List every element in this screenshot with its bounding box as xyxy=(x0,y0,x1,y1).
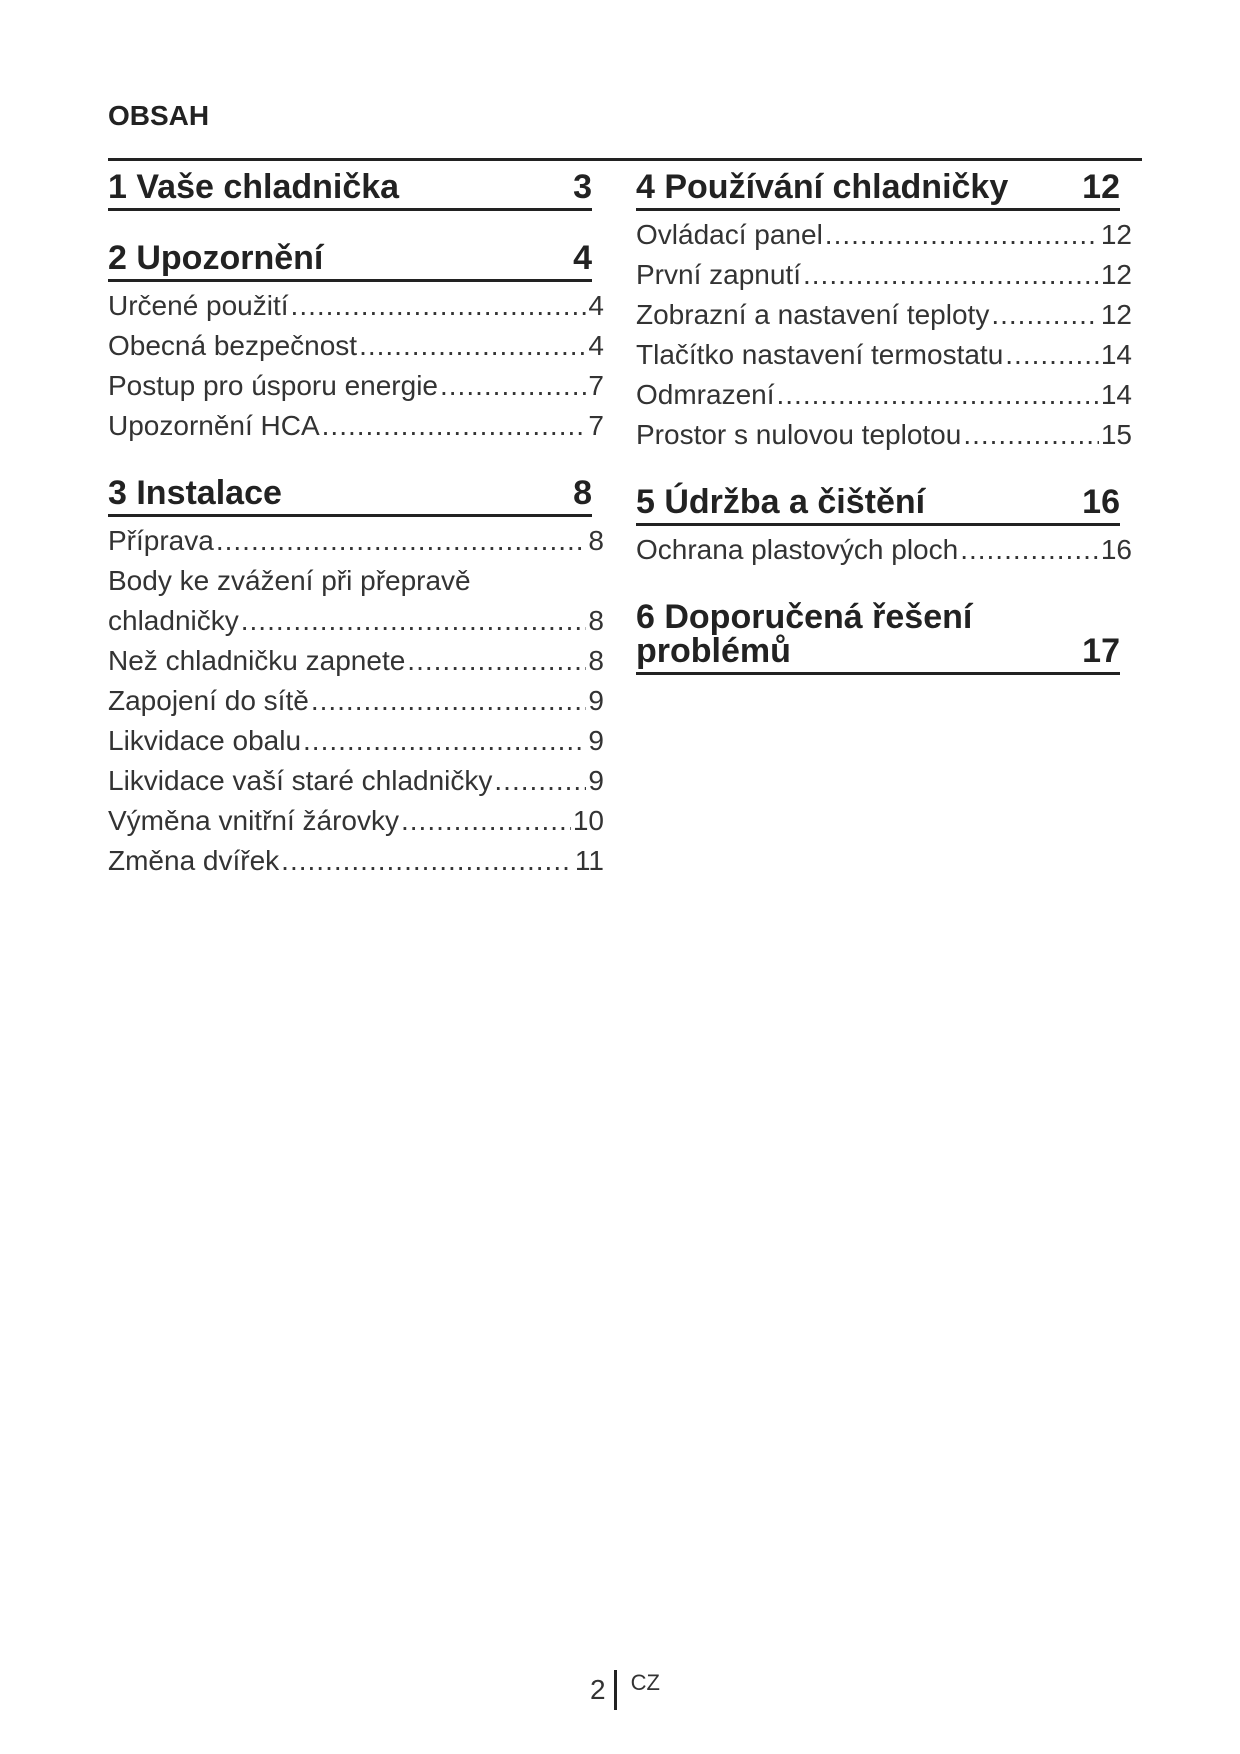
toc-section-3 xyxy=(108,468,604,881)
toc-entry[interactable] xyxy=(108,681,604,721)
dot-leader xyxy=(1005,335,1099,375)
toc-entry-multiline[interactable] xyxy=(108,561,604,641)
entry-label: Příprava xyxy=(108,525,214,556)
section-page: 3 xyxy=(573,168,592,206)
toc-entry[interactable] xyxy=(108,326,604,366)
toc-section-heading[interactable] xyxy=(636,592,1120,675)
dot-leader xyxy=(777,375,1099,415)
toc-section-heading[interactable] xyxy=(108,468,592,517)
top-divider xyxy=(108,158,1142,161)
toc-section-5 xyxy=(636,477,1132,570)
entry-label: Změna dvířek xyxy=(108,845,280,876)
toc-entry[interactable] xyxy=(636,295,1132,335)
page-footer xyxy=(590,1670,660,1710)
section-title-line2: problémů xyxy=(636,632,791,670)
toc-entry[interactable] xyxy=(636,335,1132,375)
toc-section-1 xyxy=(108,162,604,211)
entry-page: 4 xyxy=(588,290,604,321)
entry-page: 8 xyxy=(588,605,604,636)
entry-page: 16 xyxy=(1100,534,1132,565)
dot-leader xyxy=(963,415,1099,455)
entry-label: Likvidace vaší staré chladničky xyxy=(108,765,493,796)
entry-label: Upozornění HCA xyxy=(108,410,320,441)
toc-entry[interactable] xyxy=(108,286,604,326)
entry-page: 7 xyxy=(588,370,604,401)
entry-page: 12 xyxy=(1100,299,1132,330)
entry-label: Likvidace obalu xyxy=(108,725,302,756)
entry-label: Ovládací panel xyxy=(636,219,823,250)
entry-label: Zapojení do sítě xyxy=(108,685,309,716)
dot-leader xyxy=(322,406,587,446)
entry-label: Než chladničku zapnete xyxy=(108,645,406,676)
dot-leader xyxy=(401,801,571,841)
entry-label: Určené použití xyxy=(108,290,289,321)
section-page: 12 xyxy=(1082,168,1120,206)
toc-section-4 xyxy=(636,162,1132,455)
page-number: 2 xyxy=(590,1674,606,1705)
entry-page: 10 xyxy=(572,805,604,836)
entry-page: 8 xyxy=(588,525,604,556)
section-title: 4 Používání chladničky xyxy=(636,168,1009,206)
section-title: 5 Údržba a čištění xyxy=(636,483,926,521)
section-page: 4 xyxy=(573,239,592,277)
section-page: 17 xyxy=(1082,632,1120,670)
entry-page: 14 xyxy=(1100,339,1132,370)
dot-leader xyxy=(303,721,586,761)
toc-entry[interactable] xyxy=(108,721,604,761)
section-title-line1: 6 Doporučená řešení xyxy=(636,598,973,636)
dot-leader xyxy=(803,255,1099,295)
toc-section-6 xyxy=(636,592,1132,675)
entry-label: Postup pro úsporu energie xyxy=(108,370,438,401)
entry-label: Obecná bezpečnost xyxy=(108,330,358,361)
toc-entry[interactable] xyxy=(108,801,604,841)
entry-page: 8 xyxy=(588,645,604,676)
entry-page: 12 xyxy=(1100,259,1132,290)
toc-entry[interactable] xyxy=(108,406,604,446)
entry-page: 9 xyxy=(588,685,604,716)
toc-entry[interactable] xyxy=(636,530,1132,570)
toc-left-column xyxy=(108,162,604,903)
dot-leader xyxy=(494,761,586,801)
entry-label: Body ke zvážení při přepravě xyxy=(108,565,471,596)
toc-entry[interactable] xyxy=(108,366,604,406)
toc-entry-continuation xyxy=(108,601,604,641)
toc-entry[interactable] xyxy=(108,641,604,681)
entry-label-continued: chladničky xyxy=(108,605,239,636)
page-title: OBSAH xyxy=(108,100,210,131)
toc-section-2 xyxy=(108,233,604,446)
dot-leader xyxy=(311,681,587,721)
entry-label: Výměna vnitřní žárovky xyxy=(108,805,399,836)
dot-leader xyxy=(991,295,1099,335)
section-title: 3 Instalace xyxy=(108,474,282,512)
dot-leader xyxy=(291,286,587,326)
entry-label: Zobrazní a nastavení teploty xyxy=(636,299,990,330)
toc-entry[interactable] xyxy=(636,375,1132,415)
dot-leader xyxy=(407,641,586,681)
dot-leader xyxy=(440,366,586,406)
toc-entry[interactable] xyxy=(636,255,1132,295)
section-title: 1 Vaše chladnička xyxy=(108,168,400,206)
language-code: CZ xyxy=(630,1670,660,1695)
section-page: 16 xyxy=(1082,483,1120,521)
entry-page: 9 xyxy=(588,725,604,756)
entry-label: Ochrana plastových ploch xyxy=(636,534,959,565)
toc-entry[interactable] xyxy=(636,215,1132,255)
entry-label: Odmrazení xyxy=(636,379,775,410)
dot-leader xyxy=(216,521,587,561)
toc-section-heading[interactable] xyxy=(108,233,592,282)
entry-page: 11 xyxy=(574,845,604,876)
entry-label: První zapnutí xyxy=(636,259,801,290)
entry-label: Tlačítko nastavení termostatu xyxy=(636,339,1004,370)
entry-page: 7 xyxy=(588,410,604,441)
entry-page: 4 xyxy=(588,330,604,361)
dot-leader xyxy=(359,326,586,366)
entry-page: 14 xyxy=(1100,379,1132,410)
toc-entry[interactable] xyxy=(108,841,604,881)
entry-label: Prostor s nulovou teplotou xyxy=(636,419,962,450)
toc-section-heading[interactable] xyxy=(636,477,1120,526)
toc-entry[interactable] xyxy=(108,521,604,561)
section-title xyxy=(636,600,972,668)
entry-page: 15 xyxy=(1100,419,1132,450)
dot-leader xyxy=(960,530,1099,570)
section-title: 2 Upozornění xyxy=(108,239,324,277)
dot-leader xyxy=(825,215,1099,255)
dot-leader xyxy=(281,841,573,881)
entry-page: 9 xyxy=(588,765,604,796)
footer-divider xyxy=(614,1670,617,1710)
dot-leader xyxy=(241,601,587,641)
toc-section-heading[interactable] xyxy=(108,162,592,211)
toc-entry[interactable] xyxy=(636,415,1132,455)
toc-right-column xyxy=(636,162,1132,697)
entry-page: 12 xyxy=(1100,219,1132,250)
section-page: 8 xyxy=(573,474,592,512)
toc-section-heading[interactable] xyxy=(636,162,1120,211)
toc-entry[interactable] xyxy=(108,761,604,801)
